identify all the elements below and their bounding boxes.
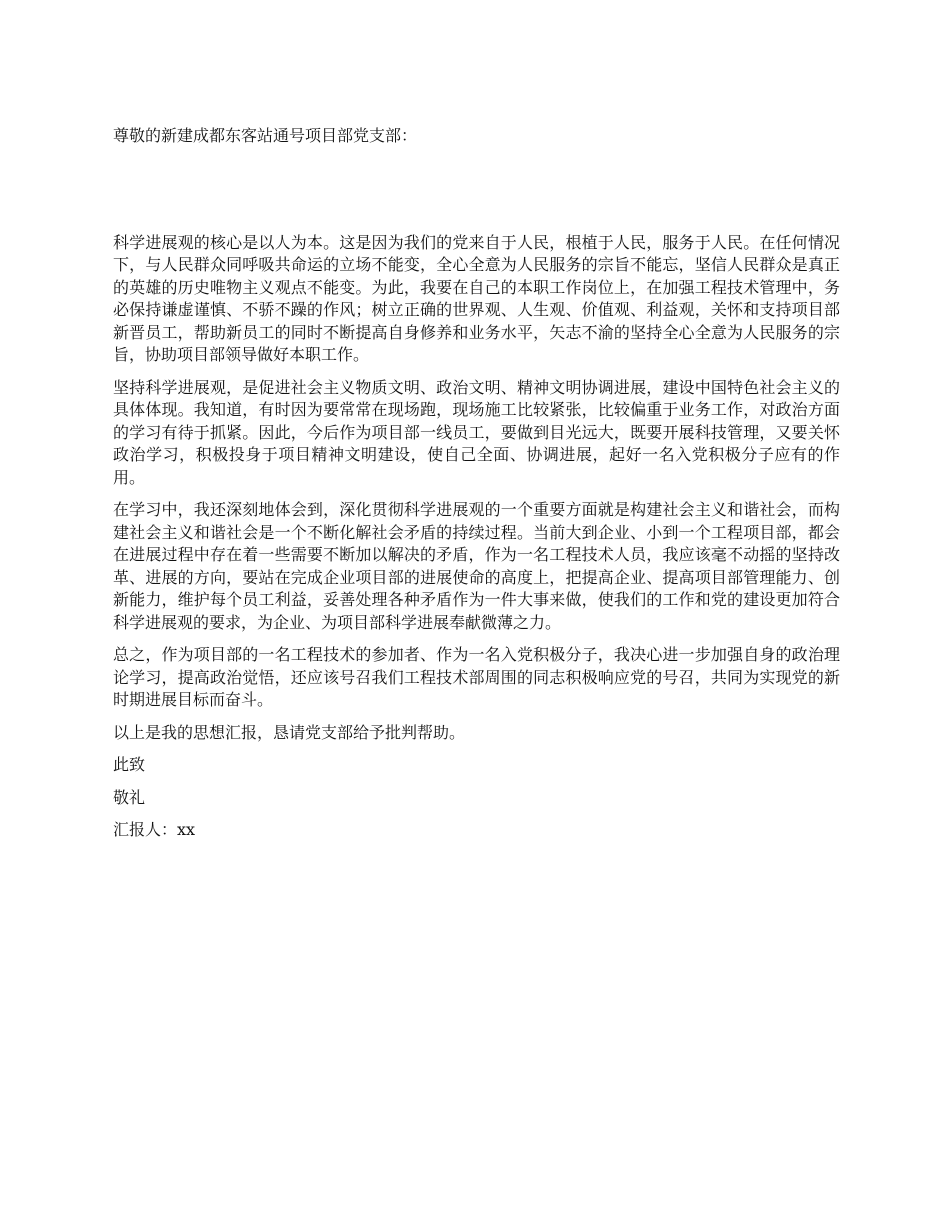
- paragraph-4: 总之，作为项目部的一名工程技术的参加者、作为一名入党积极分子，我决心进一步加强自身的政治理论学习，提高政治觉悟，还应该号召我们工程技术部周围的同志积极响应党的号召，共同为实现党的新时期进展目标而奋斗。: [113, 645, 840, 709]
- document-page: [113, 125, 840, 842]
- paragraph-1: 科学进展观的核心是以人为本。这是因为我们的党来自于人民，根植于人民，服务于人民。在任何情况下，与人民群众同呼吸共命运的立场不能变，全心全意为人民服务的宗旨不能忘，坚信人民群众是真正的英雄的历史唯物主义观点不能变。为此，我要在自己的本职工作岗位上，在加强工程技术管理中，务必保持谦虚谨慎、不骄不躁的作风；树立正确的世界观、人生观、价值观、利益观，关怀和支持项目部新晋员工，帮助新员工的同时不断提高自身修养和业务水平，矢志不渝的坚持全心全意为人民服务的宗旨，协助项目部领导做好本职工作。: [113, 232, 840, 364]
- paragraph-3: 在学习中，我还深刻地体会到，深化贯彻科学进展观的一个重要方面就是构建社会主义和谐社会，而构建社会主义和谐社会是一个不断化解社会矛盾的持续过程。当前大到企业、小到一个工程项目部，都会在进展过程中存在着一些需要不断加以解决的矛盾，作为一名工程技术人员，我应该毫不动摇的坚持改革、进展的方向，要站在完成企业项目部的进展使命的高度上，把提高企业、提高项目部管理能力、创新能力，维护每个员工利益，妥善处理各种矛盾作为一件大事来做，使我们的工作和党的建设更加符合科学进展观的要求，为企业、为项目部科学进展奉献微薄之力。: [113, 500, 840, 632]
- signature: 汇报人：xx: [113, 820, 196, 839]
- salutation: 尊敬的新建成都东客站通号项目部党支部：: [113, 126, 418, 145]
- paragraph-2: 坚持科学进展观，是促进社会主义物质文明、政治文明、精神文明协调进展，建设中国特色社会主义的具体体现。我知道，有时因为要常常在现场跑，现场施工比较紧张，比较偏重于业务工作，对政治方面的学习有待于抓紧。因此，今后作为项目部一线员工，要做到目光远大，既要开展科技管理，又要关怀政治学习，积极投身于项目精神文明建设，使自己全面、协调进展，起好一名入党积极分子应有的作用。: [113, 377, 840, 487]
- closing-line-2: 敬礼: [113, 787, 146, 807]
- closing-line-1: 此致: [113, 755, 146, 774]
- paragraph-5: 以上是我的思想汇报，恳请党支部给予批判帮助。: [113, 722, 466, 742]
